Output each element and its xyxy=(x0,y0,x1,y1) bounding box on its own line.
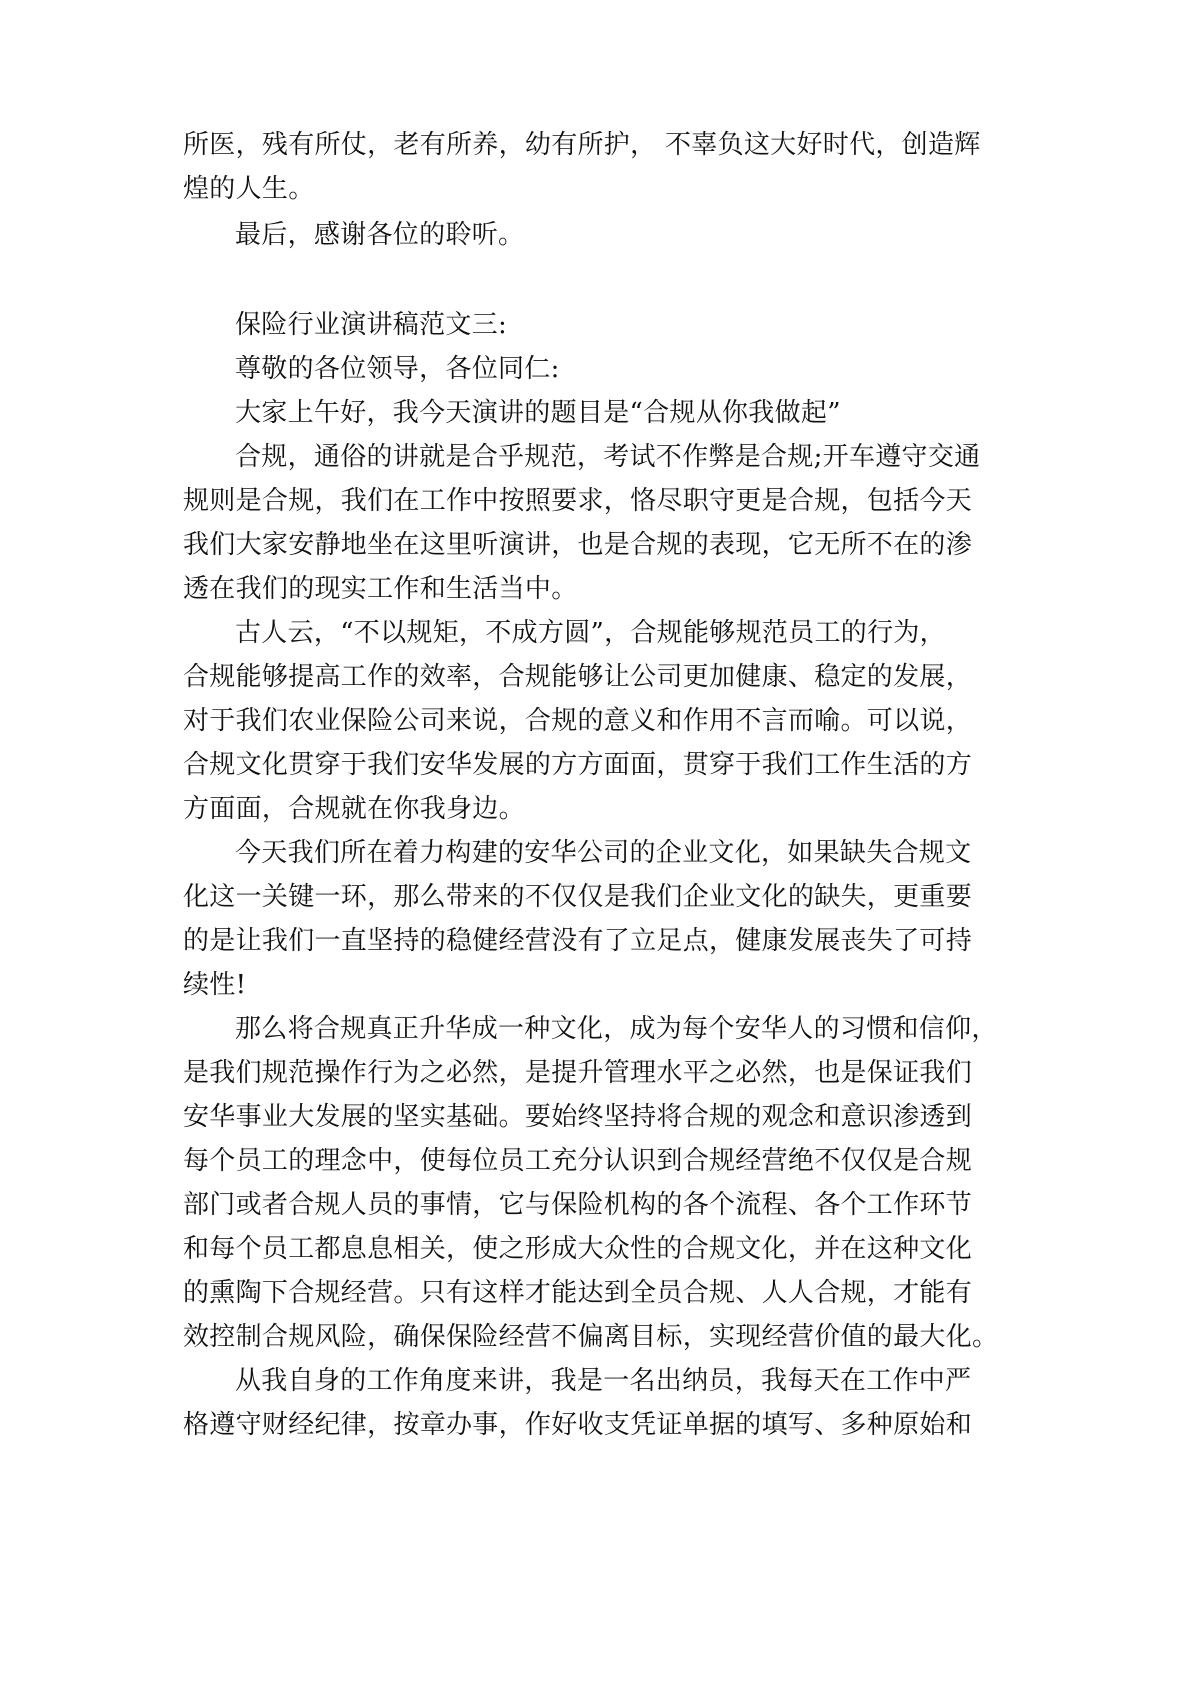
text-line: 今天我们所在着力构建的安华公司的企业文化，如果缺失合规文 xyxy=(235,838,972,868)
text-line: 从我自身的工作角度来讲，我是一名出纳员，我每天在工作中严 xyxy=(235,1366,972,1396)
text-line: 部门或者合规人员的事情，它与保险机构的各个流程、各个工作环节 xyxy=(183,1190,973,1220)
text-line: 规则是合规，我们在工作中按照要求，恪尽职守更是合规，包括今天 xyxy=(183,486,973,516)
salutation: 尊敬的各位领导，各位同仁: xyxy=(235,354,560,384)
text-line: 和每个员工都息息相关，使之形成大众性的合规文化，并在这种文化 xyxy=(183,1234,973,1264)
text-line: 化这一关键一环，那么带来的不仅仅是我们企业文化的缺失，更重要 xyxy=(183,882,973,912)
text-line: 每个员工的理念中，使每位员工充分认识到合规经营绝不仅仅是合规 xyxy=(183,1146,973,1176)
text-line: 续性! xyxy=(183,970,247,1000)
text-line: 对于我们农业保险公司来说，合规的意义和作用不言而喻。可以说， xyxy=(183,706,973,736)
section-title: 保险行业演讲稿范文三: xyxy=(235,310,508,340)
text-line: 的熏陶下合规经营。只有这样才能达到全员合规、人人合规，才能有 xyxy=(183,1278,973,1308)
text-line: 最后，感谢各位的聆听。 xyxy=(235,220,525,250)
text-line: 所医，残有所仗，老有所养，幼有所护， 不辜负这大好时代，创造辉 xyxy=(183,130,981,160)
text-line: 安华事业大发展的坚实基础。要始终坚持将合规的观念和意识渗透到 xyxy=(183,1102,973,1132)
text-line: 古人云，“不以规矩，不成方圆”，合规能够规范员工的行为， xyxy=(235,618,946,648)
text-line: 格遵守财经纪律，按章办事，作好收支凭证单据的填写、多种原始和 xyxy=(183,1410,973,1440)
text-line: 我们大家安静地坐在这里听演讲，也是合规的表现，它无所不在的渗 xyxy=(183,530,973,560)
text-line: 是我们规范操作行为之必然，是提升管理水平之必然，也是保证我们 xyxy=(183,1058,973,1088)
text-line: 合规，通俗的讲就是合乎规范，考试不作弊是合规;开车遵守交通 xyxy=(235,442,981,472)
text-line: 煌的人生。 xyxy=(183,174,315,204)
text-line: 大家上午好，我今天演讲的题目是“合规从你我做起” xyxy=(235,398,841,428)
text-line: 的是让我们一直坚持的稳健经营没有了立足点，健康发展丧失了可持 xyxy=(183,926,973,956)
text-line: 透在我们的现实工作和生活当中。 xyxy=(183,574,578,604)
text-line: 那么将合规真正升华成一种文化，成为每个安华人的习惯和信仰， xyxy=(235,1014,998,1044)
text-line: 方面面，合规就在你我身边。 xyxy=(183,794,525,824)
text-line: 效控制合规风险，确保保险经营不偏离目标，实现经营价值的最大化。 xyxy=(183,1322,999,1352)
text-line: 合规文化贯穿于我们安华发展的方方面面，贯穿于我们工作生活的方 xyxy=(183,750,973,780)
text-line: 合规能够提高工作的效率，合规能够让公司更加健康、稳定的发展， xyxy=(183,662,973,692)
